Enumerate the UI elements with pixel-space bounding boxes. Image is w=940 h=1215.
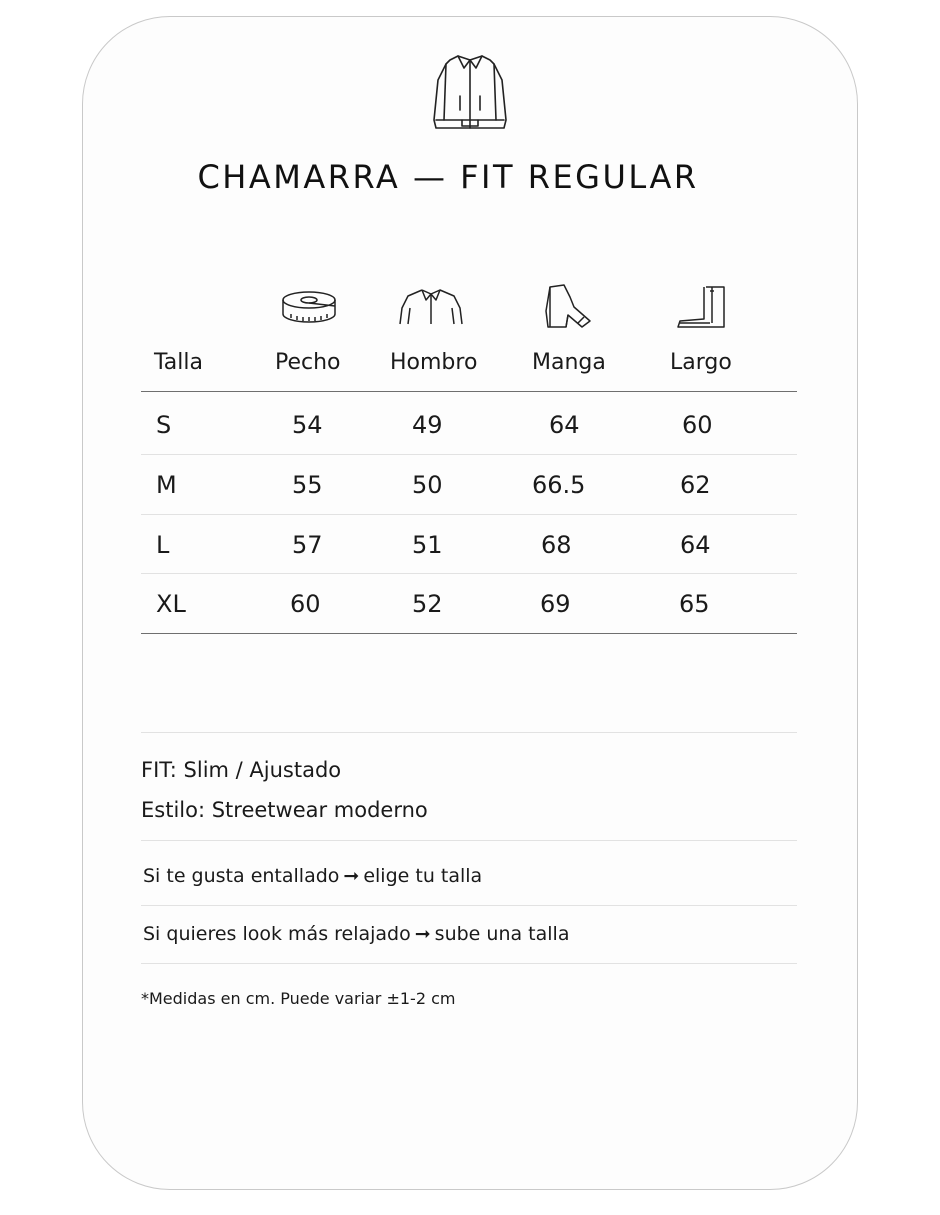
header-largo: Largo [670, 350, 732, 375]
header-rule [141, 391, 797, 392]
style-line: Estilo: Streetwear moderno [141, 798, 428, 822]
jacket-icon [430, 50, 510, 132]
shirt-shoulder-icon [398, 286, 464, 326]
fit-line: FIT: Slim / Ajustado [141, 758, 342, 782]
advice-relaxed [143, 923, 569, 945]
length-icon [676, 283, 728, 329]
cell-size-l: L [156, 531, 170, 559]
cell-manga-xl: 69 [540, 590, 571, 618]
cell-manga-s: 64 [549, 411, 580, 439]
page-title: CHAMARRA — FIT REGULAR [197, 158, 699, 196]
footnote: *Medidas en cm. Puede variar ±1-2 cm [141, 989, 456, 1008]
section-divider [141, 905, 797, 906]
advice-condition: Si te gusta entallado [143, 865, 340, 887]
table-bottom-rule [141, 633, 797, 634]
cell-pecho-m: 55 [292, 471, 323, 499]
cell-manga-m: 66.5 [532, 471, 586, 499]
arrow-right-icon: ➞ [414, 923, 431, 945]
cell-hombro-s: 49 [412, 411, 443, 439]
sleeve-icon [544, 283, 592, 329]
arrow-right-icon: ➞ [343, 865, 360, 887]
cell-size-s: S [156, 411, 172, 439]
cell-largo-s: 60 [682, 411, 713, 439]
advice-fitted [143, 865, 482, 887]
section-divider [141, 963, 797, 964]
header-hombro: Hombro [390, 350, 478, 375]
cell-pecho-xl: 60 [290, 590, 321, 618]
advice-action: elige tu talla [363, 865, 483, 887]
cell-hombro-xl: 52 [412, 590, 443, 618]
cell-pecho-l: 57 [292, 531, 323, 559]
cell-pecho-s: 54 [292, 411, 323, 439]
cell-largo-xl: 65 [679, 590, 710, 618]
advice-action: sube una talla [434, 923, 570, 945]
header-manga: Manga [532, 350, 606, 375]
cell-size-m: M [156, 471, 177, 499]
header-pecho: Pecho [275, 350, 341, 375]
row-divider [141, 514, 797, 515]
advice-condition: Si quieres look más relajado [143, 923, 411, 945]
cell-size-xl: XL [156, 590, 186, 618]
cell-largo-m: 62 [680, 471, 711, 499]
section-divider [141, 840, 797, 841]
row-divider [141, 454, 797, 455]
section-divider [141, 732, 797, 733]
cell-hombro-l: 51 [412, 531, 443, 559]
header-talla: Talla [154, 350, 203, 375]
row-divider [141, 573, 797, 574]
cell-hombro-m: 50 [412, 471, 443, 499]
cell-largo-l: 64 [680, 531, 711, 559]
tape-measure-icon [281, 290, 337, 324]
cell-manga-l: 68 [541, 531, 572, 559]
